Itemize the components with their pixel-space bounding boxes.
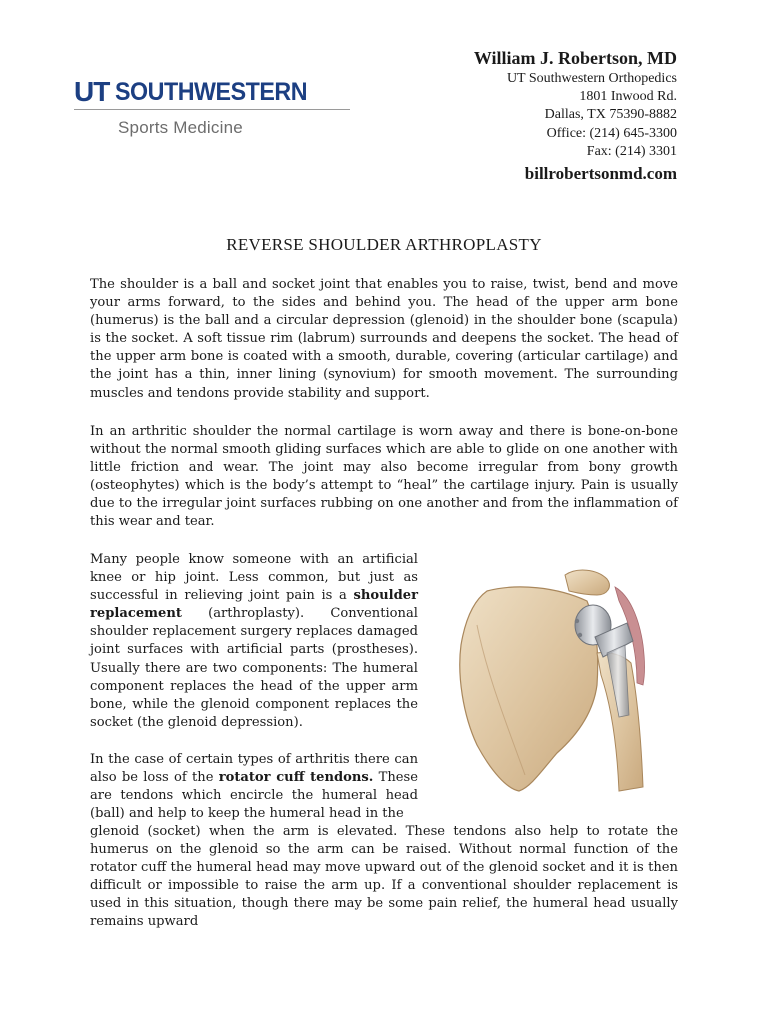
logo-subtitle: Sports Medicine bbox=[118, 118, 243, 137]
rotator-text-a: In the case of certain types of arthritis there can also be loss of the bbox=[90, 752, 418, 786]
ut-southwestern-logo bbox=[74, 72, 354, 144]
contact-org: UT Southwestern Orthopedics bbox=[506, 71, 677, 86]
document-title: REVERSE SHOULDER ARTHROPLASTY bbox=[226, 235, 542, 254]
contact-office-phone: Office: (214) 645-3300 bbox=[546, 125, 677, 141]
paragraph-anatomy bbox=[90, 276, 678, 403]
screw-1 bbox=[575, 619, 579, 623]
doctor-name: William J. Robertson, MD bbox=[473, 48, 677, 68]
paragraph-replacement bbox=[90, 551, 418, 732]
paragraph-rotator-cuff-continued bbox=[90, 823, 678, 932]
rotator-text-c: These are tendons which encircle the humeral head (ball) and help to keep the humeral head in the bbox=[90, 770, 418, 822]
contact-city: Dallas, TX 75390-8882 bbox=[544, 107, 677, 123]
paragraph-rotator-cuff-text bbox=[90, 751, 418, 823]
contact-fax: Fax: (214) 3301 bbox=[586, 143, 677, 159]
replacement-text-a: Many people know someone with an artificial knee or hip joint. Less common, but just as successful in relieving joint pain is a bbox=[90, 552, 418, 604]
paragraph-rotator-cuff-continued-text: glenoid (socket) when the arm is elevated. These tendons also help to rotate the humerus on the glenoid so the arm can be raised. Without normal function of the rotator cuff the humeral head may move upward out of the glenoid socket and it is then difficult or impossible to raise the arm up. If a conventional shoulder replacement is used in this situation, though there may be some pain relief, the humeral head usually remains upward bbox=[90, 824, 678, 930]
logo-name: SOUTHWESTERN bbox=[115, 78, 308, 106]
logo-divider bbox=[74, 109, 350, 110]
paragraph-arthritis bbox=[90, 423, 678, 532]
contact-street: 1801 Inwood Rd. bbox=[579, 89, 677, 105]
paragraph-anatomy-text: The shoulder is a ball and socket joint that enables you to raise, twist, bend and move your arms forward, to the sides and behind you. The head of the upper arm bone (humerus) is the ball and a circular depression (glenoid) in the shoulder bone (scapula) is the socket. A soft tissue rim (labrum) surrounds and deepens the socket. The head of the upper arm bone is coated with a smooth, durable, covering (articular cartilage) and the joint has a thin, inner lining (synovium) for smooth movement. The surrounding muscles and tendons provide stability and support. bbox=[90, 277, 678, 401]
shoulder-arthroplasty-illustration bbox=[447, 565, 687, 805]
replacement-text-c: (arthroplasty). Conventional shoulder replacement surgery replaces damaged joint surfaces with artificial parts (prostheses). Usually there are two components: The humeral component replaces the head of the upper arm bone, while the glenoid component replaces the socket (the glenoid depression). bbox=[90, 606, 418, 730]
website-link[interactable]: billrobertsonmd.com bbox=[524, 164, 677, 184]
acromion-process bbox=[565, 570, 609, 595]
paragraph-arthritis-text: In an arthritic shoulder the normal cartilage is worn away and there is bone-on-bone without the normal smooth gliding surfaces which are able to glide on one another with little friction and wear. The joint may also become irregular from bony growth (osteophytes) which is the body’s attempt to “heal” the cartilage injury. Pain is usually due to the irregular joint surfaces rubbing on one another and from the inflammation of this wear and tear. bbox=[90, 424, 678, 530]
screw-2 bbox=[578, 633, 582, 637]
paragraph-rotator-cuff bbox=[90, 751, 418, 823]
paragraph-replacement-text bbox=[90, 551, 418, 732]
contact-block bbox=[474, 46, 677, 185]
shoulder-replacement-term: shoulder replacement bbox=[90, 588, 418, 622]
logo-ut-mark: UT bbox=[74, 76, 110, 107]
rotator-cuff-term: rotator cuff tendons. bbox=[218, 770, 374, 786]
